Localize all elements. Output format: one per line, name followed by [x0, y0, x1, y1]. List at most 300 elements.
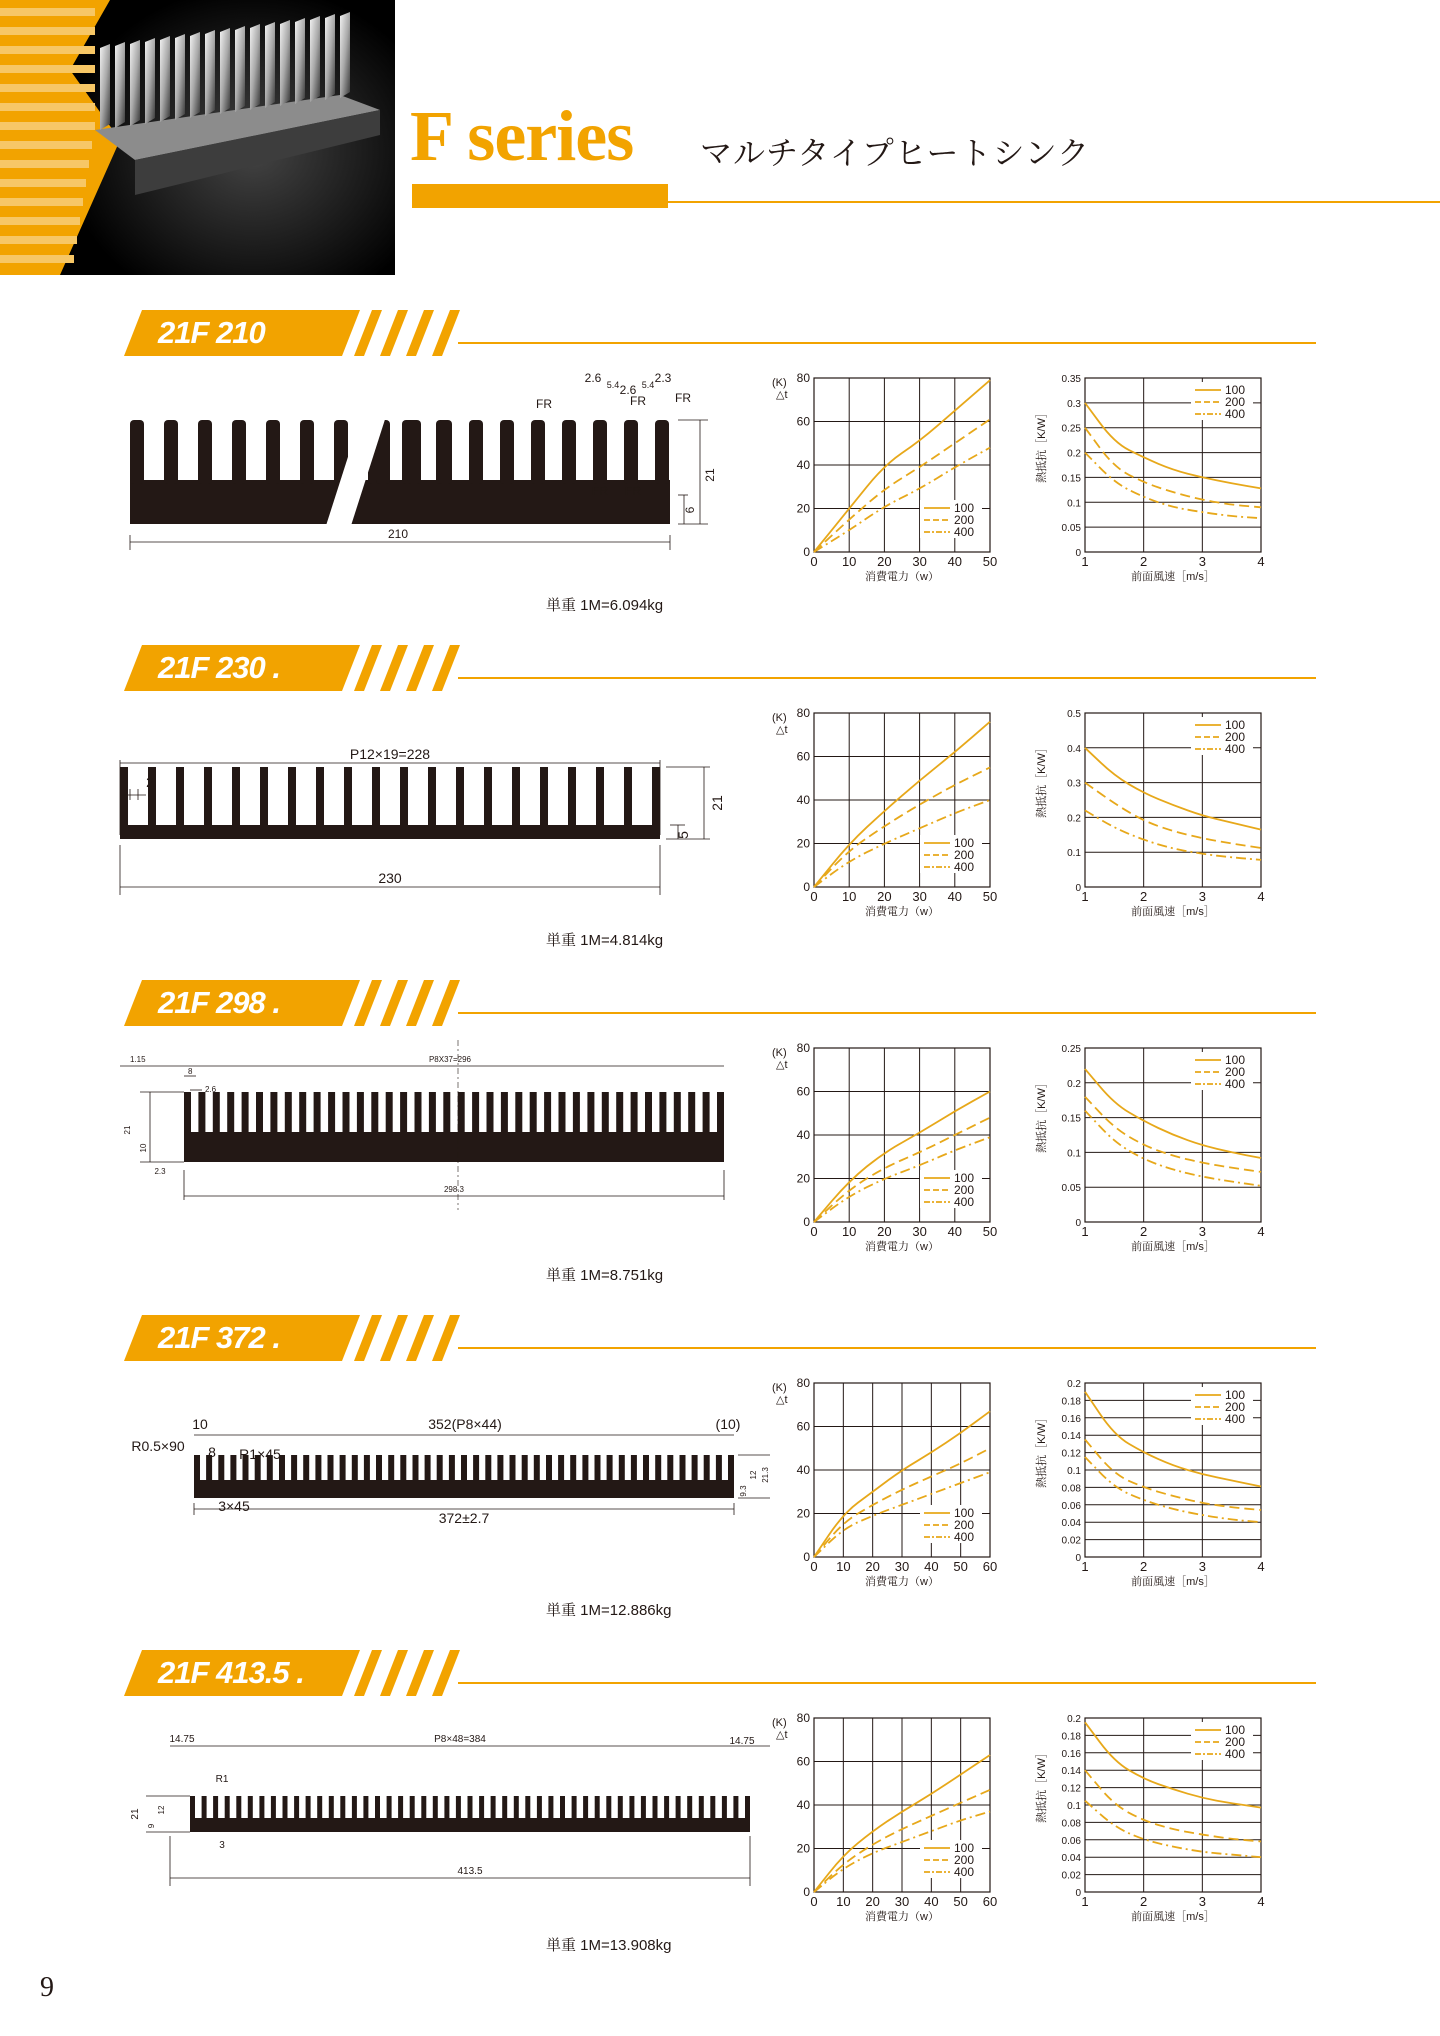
- x-tick-label: 10: [841, 1224, 857, 1239]
- profile-fin: [562, 420, 576, 484]
- unit-weight: 単重 1M=6.094kg: [546, 597, 664, 614]
- thermal-resistance-chart: [1029, 1375, 1289, 1605]
- profile-fin: [184, 1092, 191, 1132]
- profile-fin: [198, 1092, 205, 1132]
- x-tick-label: 40: [924, 1894, 939, 1909]
- hero-stripe: [0, 65, 95, 73]
- hero-fin: [145, 38, 155, 124]
- y-tick-label: 0.5: [1067, 709, 1081, 720]
- profile-fin: [616, 1092, 623, 1132]
- y-tick-label: 60: [796, 1084, 810, 1099]
- profile-fin: [479, 1796, 484, 1818]
- profile-fin: [130, 420, 144, 484]
- y-tick-label: 0.14: [1061, 1766, 1081, 1778]
- banner-slash: [380, 980, 408, 1026]
- profile-fin: [371, 1092, 378, 1132]
- y-tick-label: 80: [796, 1041, 810, 1055]
- profile-fin: [491, 1796, 496, 1818]
- y-tick-label: 0.2: [1067, 1078, 1081, 1090]
- y-tick-label: 0.35: [1061, 374, 1081, 385]
- profile-fin: [364, 1455, 370, 1480]
- x-tick-label: 10: [836, 1894, 851, 1909]
- profile-fin: [438, 420, 452, 484]
- profile-fin: [271, 1796, 276, 1818]
- hero-stripe: [0, 8, 95, 16]
- profile-fin: [468, 1796, 473, 1818]
- y-tick-label: 0.1: [1067, 1801, 1081, 1812]
- x-tick-label: 50: [953, 1559, 968, 1574]
- legend-label: 100: [1225, 1053, 1246, 1067]
- y-tick-label: 0.2: [1067, 1379, 1081, 1390]
- profile-fin: [652, 767, 660, 825]
- profile-fin: [340, 1455, 346, 1480]
- profile-fin: [232, 420, 246, 484]
- profile-fin: [558, 1455, 564, 1480]
- legend-label: 400: [1225, 407, 1246, 421]
- dimension-label: 3: [219, 1840, 225, 1851]
- profile-fin: [687, 1796, 692, 1818]
- legend-label: 400: [954, 1195, 975, 1209]
- x-axis-label: 消費電力（w）: [865, 571, 939, 583]
- profile-fin: [573, 1092, 580, 1132]
- dimension-label: R0.5×90: [131, 1438, 185, 1454]
- y-tick-label: 0.02: [1061, 1535, 1081, 1547]
- hero-stripe: [0, 122, 95, 130]
- x-tick-label: 10: [841, 889, 857, 904]
- profile-fin: [456, 767, 464, 825]
- legend-label: 400: [954, 1530, 975, 1544]
- x-axis-label: 消費電力（w）: [865, 1911, 939, 1923]
- profile-fin: [328, 1455, 334, 1480]
- profile-fin: [602, 1092, 609, 1132]
- legend-label: 100: [954, 1171, 975, 1185]
- y-tick-label: 0.18: [1061, 1396, 1081, 1408]
- dimension-label: 298.3: [443, 1185, 465, 1194]
- profile-fin: [722, 1796, 727, 1818]
- series-line-400: [1085, 453, 1261, 519]
- banner-slash: [354, 1650, 382, 1696]
- series-line-400: [1085, 1457, 1261, 1522]
- profile-fin: [425, 1455, 431, 1480]
- legend-label: 400: [954, 1865, 975, 1879]
- model-label: 21F 230 .: [158, 650, 280, 685]
- y-tick-label: 20: [796, 836, 810, 851]
- y-tick-label: 60: [796, 414, 810, 429]
- y-tick-label: 0.3: [1067, 398, 1081, 410]
- x-tick-label: 3: [1198, 554, 1206, 569]
- profile-fin: [375, 1796, 380, 1818]
- profile-fin: [316, 767, 324, 825]
- hero-fin: [130, 40, 140, 126]
- y-tick-label: 40: [796, 793, 810, 807]
- dimension-label: 8: [208, 1444, 216, 1460]
- x-axis-label: 消費電力（w）: [865, 1576, 939, 1588]
- banner-slash: [354, 645, 382, 691]
- profile-fin: [400, 1092, 407, 1132]
- y-unit-label: (K): [772, 377, 787, 389]
- dimension-label: 5: [675, 831, 691, 839]
- hero-fin: [295, 18, 305, 104]
- banner-rule: [458, 1682, 1316, 1684]
- hero-fin: [340, 12, 350, 98]
- profile-fin: [548, 1796, 553, 1818]
- y-tick-label: 40: [796, 1463, 810, 1477]
- profile-drawing: [110, 1040, 760, 1250]
- x-tick-label: 4: [1257, 1224, 1265, 1239]
- model-label: 21F 372 .: [158, 1320, 280, 1355]
- x-tick-label: 2: [1140, 1559, 1148, 1574]
- profile-fin: [667, 1455, 673, 1480]
- y-tick-label: 0.05: [1061, 523, 1081, 535]
- fin-pitch-label: 2.6: [619, 383, 637, 397]
- profile-drawing: [110, 705, 760, 915]
- y-symbol-label: △t: [776, 1729, 788, 1741]
- profile-fin: [194, 1455, 200, 1480]
- x-tick-label: 30: [912, 1224, 927, 1239]
- profile-fin: [745, 1796, 750, 1818]
- x-tick-label: 40: [947, 889, 963, 904]
- hero-fin: [115, 42, 125, 128]
- hero-stripe: [0, 236, 77, 244]
- unit-weight: 単重 1M=13.908kg: [546, 1937, 672, 1954]
- y-tick-label: 0.02: [1061, 1870, 1081, 1882]
- profile-fin: [559, 1092, 566, 1132]
- fin-pitch-label: 2.3: [654, 371, 672, 385]
- profile-fin: [428, 767, 436, 825]
- x-tick-label: 1: [1081, 889, 1089, 904]
- dimension-label: R1: [215, 1774, 229, 1785]
- profile-fin: [472, 1092, 479, 1132]
- banner-slash: [406, 1315, 434, 1361]
- profile-fin: [645, 1092, 652, 1132]
- x-tick-label: 0: [810, 1894, 818, 1909]
- x-axis-label: 前面風速［m/s］: [1131, 571, 1215, 583]
- fillet-radius-label: FR: [675, 391, 691, 405]
- profile-fin: [655, 1455, 661, 1480]
- legend-label: 200: [1225, 395, 1246, 409]
- legend-label: 100: [954, 501, 975, 515]
- profile-fin: [485, 1455, 491, 1480]
- y-tick-label: 0.1: [1067, 498, 1081, 510]
- y-tick-label: 40: [796, 458, 810, 472]
- product-section: [0, 980, 1440, 1310]
- temperature-chart: [760, 1040, 1010, 1270]
- x-tick-label: 20: [865, 1894, 880, 1909]
- profile-fin: [461, 1455, 467, 1480]
- x-tick-label: 2: [1140, 1894, 1148, 1909]
- hero-stripe: [0, 255, 74, 263]
- profile-fin: [288, 767, 296, 825]
- profile-fin: [198, 420, 212, 484]
- profile-fin: [546, 1455, 552, 1480]
- profile-fin: [680, 1455, 686, 1480]
- unit-weight: 単重 1M=8.751kg: [546, 1267, 664, 1284]
- dimension-label: 21: [709, 795, 725, 811]
- y-tick-label: 0: [1075, 1218, 1081, 1229]
- x-tick-label: 2: [1140, 1224, 1148, 1239]
- profile-drawing: [110, 1375, 770, 1585]
- thermal-resistance-chart: [1029, 1040, 1289, 1270]
- profile-fin: [315, 1455, 321, 1480]
- banner-slash: [406, 645, 434, 691]
- profile-fin: [717, 1092, 724, 1132]
- dimension-label: 21: [123, 1125, 132, 1135]
- dimension-label: 14.75: [169, 1734, 195, 1745]
- y-tick-label: 0.08: [1061, 1483, 1081, 1495]
- profile-fin: [595, 1455, 601, 1480]
- product-section: [0, 645, 1440, 975]
- y-tick-label: 0.3: [1067, 778, 1081, 790]
- profile-fin: [530, 1092, 537, 1132]
- banner-slash: [406, 310, 434, 356]
- title-rule: [668, 201, 1440, 203]
- hero-fin: [280, 20, 290, 106]
- profile-fin: [372, 767, 380, 825]
- legend-label: 400: [1225, 742, 1246, 756]
- temperature-chart: [760, 705, 1010, 935]
- hero-heatsink-image: [0, 0, 395, 275]
- legend-label: 400: [954, 860, 975, 874]
- banner-slash: [432, 1650, 460, 1696]
- profile-fin: [291, 1455, 297, 1480]
- profile-fin: [204, 767, 212, 825]
- y-tick-label: 0.05: [1061, 1183, 1081, 1195]
- profile-fin: [593, 420, 607, 484]
- banner-rule: [458, 342, 1316, 344]
- dimension-label: 21.3: [761, 1467, 770, 1483]
- temperature-chart: [760, 1710, 1010, 1940]
- temperature-chart: [760, 370, 1010, 600]
- hero-fin: [160, 36, 170, 122]
- fillet-radius-label: FR: [625, 484, 641, 498]
- banner-slash: [380, 1315, 408, 1361]
- series-line-400: [1085, 1111, 1261, 1186]
- y-tick-label: 0.06: [1061, 1835, 1081, 1847]
- profile-fin: [582, 1455, 588, 1480]
- profile-fin: [437, 1455, 443, 1480]
- y-tick-label: 0.12: [1061, 1783, 1081, 1795]
- profile-fin: [631, 1455, 637, 1480]
- x-tick-label: 4: [1257, 889, 1265, 904]
- y-tick-label: 80: [796, 1376, 810, 1390]
- profile-fin: [710, 1796, 715, 1818]
- x-tick-label: 1: [1081, 1559, 1089, 1574]
- y-tick-label: 20: [796, 1171, 810, 1186]
- y-tick-label: 0.16: [1061, 1748, 1081, 1760]
- profile-base: [130, 480, 670, 524]
- profile-fin: [664, 1796, 669, 1818]
- profile-fin: [512, 767, 520, 825]
- x-tick-label: 0: [810, 1224, 818, 1239]
- profile-fin: [218, 1455, 224, 1480]
- x-axis-label: 消費電力（w）: [865, 1241, 939, 1253]
- x-tick-label: 3: [1198, 1559, 1206, 1574]
- y-unit-label: (K): [772, 712, 787, 724]
- y-tick-label: 0.1: [1067, 1148, 1081, 1160]
- profile-fin: [413, 1455, 419, 1480]
- profile-fin: [410, 1796, 415, 1818]
- banner-rule: [458, 1347, 1316, 1349]
- y-tick-label: 0.12: [1061, 1448, 1081, 1460]
- legend-label: 400: [1225, 1412, 1246, 1426]
- y-tick-label: 0.16: [1061, 1413, 1081, 1425]
- x-tick-label: 60: [982, 1894, 998, 1909]
- y-symbol-label: △t: [776, 389, 788, 401]
- banner-slash: [432, 980, 460, 1026]
- profile-fin: [655, 420, 669, 484]
- profile-fin: [587, 1092, 594, 1132]
- dimension-label: 2.3: [154, 1167, 166, 1176]
- x-tick-label: 40: [947, 1224, 963, 1239]
- x-tick-label: 30: [894, 1894, 910, 1909]
- banner-slash: [354, 1315, 382, 1361]
- profile-fin: [688, 1092, 695, 1132]
- y-axis-label: 熱抵抗［K/W］: [1036, 1747, 1048, 1823]
- profile-fin: [294, 1796, 299, 1818]
- legend-label: 100: [954, 1841, 975, 1855]
- profile-fin: [629, 1796, 634, 1818]
- profile-fin: [400, 1455, 406, 1480]
- y-symbol-label: △t: [776, 1059, 788, 1071]
- profile-fin: [572, 1796, 577, 1818]
- dimension-label: P8×48=384: [434, 1734, 486, 1745]
- hero-fin: [205, 30, 215, 116]
- x-tick-label: 4: [1257, 1894, 1265, 1909]
- y-symbol-label: △t: [776, 724, 788, 736]
- x-tick-label: 20: [865, 1559, 880, 1574]
- profile-drawing: [108, 370, 758, 580]
- hero-fin: [250, 24, 260, 110]
- profile-fin: [283, 1796, 288, 1818]
- hero-fin: [235, 26, 245, 112]
- profile-base: [120, 825, 660, 839]
- x-tick-label: 40: [947, 554, 963, 569]
- profile-fin: [676, 1796, 681, 1818]
- legend-label: 200: [954, 513, 975, 527]
- banner-slash: [354, 980, 382, 1026]
- x-axis-label: 前面風速［m/s］: [1131, 1911, 1215, 1923]
- dimension-label: R1×45: [239, 1446, 281, 1462]
- y-axis-label: 熱抵抗［K/W］: [1036, 1077, 1048, 1153]
- thermal-resistance-chart: [1029, 705, 1289, 935]
- fillet-radius-label: FR: [592, 484, 608, 498]
- y-tick-label: 60: [796, 1419, 810, 1434]
- dimension-label: 352(P8×44): [428, 1416, 502, 1432]
- hero-stripe: [0, 179, 86, 187]
- x-tick-label: 20: [877, 554, 892, 569]
- profile-fin: [570, 1455, 576, 1480]
- x-tick-label: 10: [841, 554, 857, 569]
- dimension-label: 413.5: [457, 1866, 483, 1877]
- profile-fin: [340, 1796, 345, 1818]
- profile-fin: [568, 767, 576, 825]
- x-tick-label: 0: [810, 554, 818, 569]
- hero-stripe: [0, 103, 95, 111]
- x-tick-label: 3: [1198, 1224, 1206, 1239]
- y-tick-label: 0.14: [1061, 1431, 1081, 1443]
- y-tick-label: 20: [796, 1841, 810, 1856]
- y-tick-label: 0: [803, 545, 810, 559]
- y-tick-label: 0.15: [1061, 1113, 1081, 1125]
- legend-label: 200: [954, 1183, 975, 1197]
- profile-fin: [164, 420, 178, 484]
- profile-fin: [500, 420, 514, 484]
- banner-slash: [432, 310, 460, 356]
- y-unit-label: (K): [772, 1047, 787, 1059]
- y-tick-label: 20: [796, 501, 810, 516]
- series-line-200: [1085, 428, 1261, 508]
- y-tick-label: 0: [1075, 1553, 1081, 1564]
- banner-slash: [380, 1650, 408, 1696]
- legend-label: 200: [1225, 1400, 1246, 1414]
- hero-stripe: [0, 27, 95, 35]
- profile-fin: [624, 420, 638, 484]
- y-tick-label: 0.18: [1061, 1731, 1081, 1743]
- profile-fin: [344, 767, 352, 825]
- page-number: 9: [40, 1972, 54, 2003]
- profile-fin: [357, 1092, 364, 1132]
- profile-fin: [328, 1092, 335, 1132]
- thermal-resistance-chart: [1029, 370, 1289, 600]
- legend-label: 100: [1225, 718, 1246, 732]
- y-tick-label: 80: [796, 371, 810, 385]
- product-section: [0, 1315, 1440, 1645]
- y-tick-label: 0.08: [1061, 1818, 1081, 1830]
- x-tick-label: 0: [810, 889, 818, 904]
- profile-fin: [314, 1092, 321, 1132]
- profile-fin: [544, 1092, 551, 1132]
- banner-slash: [432, 1315, 460, 1361]
- y-tick-label: 80: [796, 706, 810, 720]
- y-tick-label: 0: [1075, 1888, 1081, 1899]
- dimension-label: P12×19=228: [349, 746, 431, 762]
- profile-fin: [248, 1796, 253, 1818]
- fin-pitch-label: 2.6: [584, 371, 602, 385]
- legend-label: 200: [1225, 730, 1246, 744]
- profile-fin: [242, 1092, 249, 1132]
- x-tick-label: 3: [1198, 889, 1206, 904]
- x-tick-label: 60: [982, 1559, 998, 1574]
- profile-fin: [299, 1092, 306, 1132]
- dimension-label: 21: [703, 468, 717, 482]
- profile-fin: [236, 1796, 241, 1818]
- profile-fin: [537, 1796, 542, 1818]
- hero-fin: [325, 14, 335, 100]
- y-tick-label: 0.1: [1067, 1466, 1081, 1477]
- profile-fin: [306, 1796, 311, 1818]
- x-tick-label: 4: [1257, 554, 1265, 569]
- profile-fin: [266, 420, 280, 484]
- dimension-label: 1.15: [130, 1055, 146, 1064]
- profile-fin: [643, 1455, 649, 1480]
- y-tick-label: 80: [796, 1711, 810, 1725]
- legend-label: 100: [954, 1506, 975, 1520]
- profile-fin: [641, 1796, 646, 1818]
- banner-slash: [380, 645, 408, 691]
- legend-label: 200: [1225, 1065, 1246, 1079]
- series-line-200: [1085, 1770, 1261, 1841]
- series-line-200: [1085, 1440, 1261, 1511]
- legend-label: 100: [954, 836, 975, 850]
- y-tick-label: 0: [803, 1550, 810, 1564]
- profile-fin: [487, 1092, 494, 1132]
- series-subtitle: マルチタイプヒートシンク: [700, 135, 1091, 171]
- profile-fin: [606, 1796, 611, 1818]
- title-underbar: [412, 184, 668, 208]
- profile-drawing: [110, 1710, 760, 1920]
- hero-stripe: [0, 217, 80, 225]
- y-tick-label: 0: [1075, 548, 1081, 559]
